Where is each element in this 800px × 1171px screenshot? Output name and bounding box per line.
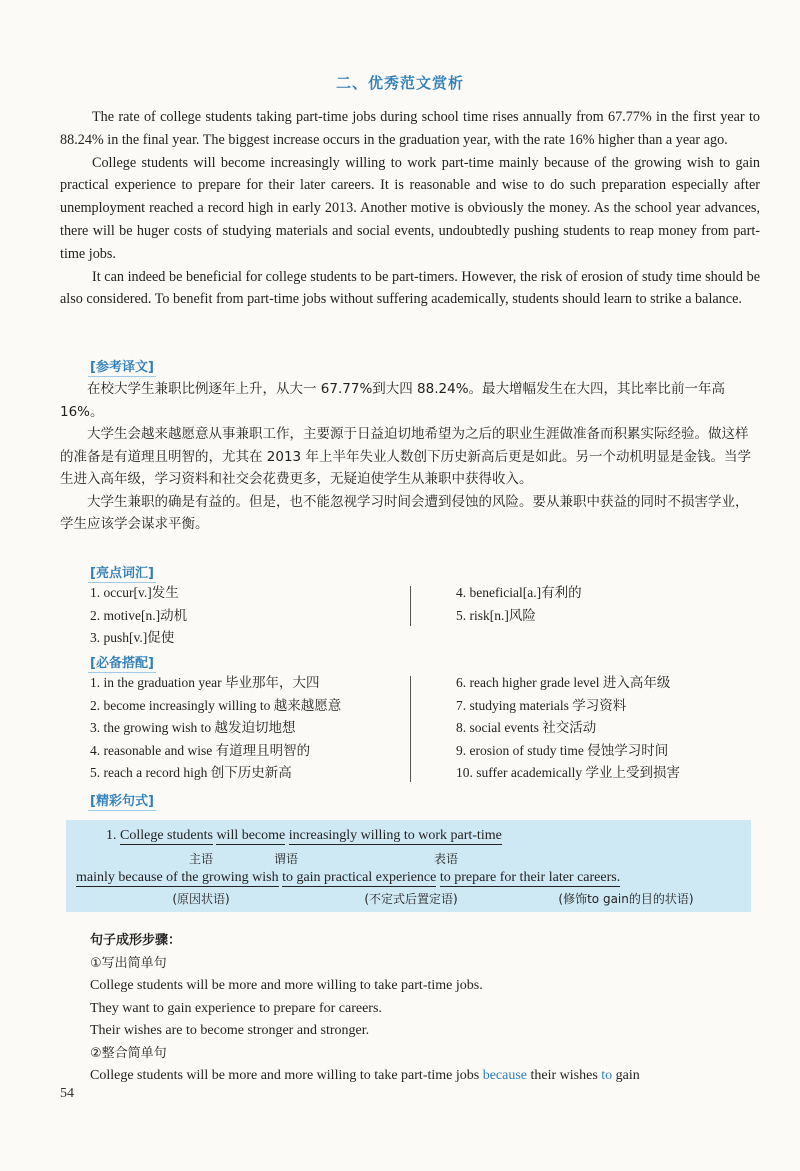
vocab-header: [亮点词汇] [88, 562, 156, 583]
vocab-item: 4. beneficial[a.]有利的 [456, 585, 582, 600]
translation-paragraph-1: 在校大学生兼职比例逐年上升，从大一 67.77%到大四 88.24%。最大增幅发生在大四，其比率比前一年高 16%。 [60, 381, 726, 420]
sentence-line-1 [106, 828, 502, 844]
model-essay [60, 106, 760, 311]
collocation-item: 1. in the graduation year 毕业那年，大四 [90, 675, 320, 690]
sentence-analysis-box [66, 820, 751, 912]
vocab-item: 1. occur[v.]发生 [90, 585, 179, 600]
highlight-to: to [601, 1068, 613, 1083]
collocation-item: 3. the growing wish to 越发迫切地想 [90, 720, 296, 735]
collocation-item: 8. social events 社交活动 [456, 720, 597, 735]
predicate-label: 谓语 [273, 852, 298, 866]
combined-sentence [90, 1065, 770, 1088]
translation-header: [参考译文] [88, 356, 156, 377]
collocation-item: 10. suffer academically 学业上受到损害 [456, 765, 680, 780]
reason-phrase: mainly because of the growing wish [76, 870, 279, 885]
collocation-item: 6. reach higher grade level 进入高年级 [456, 675, 671, 690]
collocation-item: 4. reasonable and wise 有道理且明智的 [90, 742, 311, 758]
collocation-item: 2. become increasingly willing to 越来越愿意 [90, 697, 342, 713]
sentence-line-2 [76, 870, 620, 886]
combined-part: College students will be more and more willing to take part-time jobs [90, 1068, 483, 1083]
predicate-phrase: will become [216, 828, 286, 843]
collocation-list-left [90, 672, 341, 785]
complement-phrase: increasingly willing to work part-time [288, 828, 502, 843]
translation [60, 378, 760, 536]
combined-part: gain [612, 1068, 640, 1083]
simple-sentence: Their wishes are to become stronger and stronger. [90, 1023, 370, 1038]
collocation-item: 7. studying materials 学习资料 [456, 697, 627, 713]
sentence-header: [精彩句式] [88, 790, 156, 811]
attributive-label: (不定式后置定语) [364, 892, 458, 906]
subject-label: 主语 [188, 852, 213, 866]
translation-paragraph-2: 大学生会越来越愿意从事兼职工作，主要源于日益迫切地希望为之后的职业生涯做准备而积累实际经验。做这样的准备是有道理且明智的，尤其在 2013 年上半年失业人数创下历史新高后更是如此。另一个动机明显是金钱。当学生进入高年级，学习资料和社交会花费更多，无疑迫使学生从兼职中获得收入。 [60, 426, 751, 487]
purpose-phrase: to prepare for their later careers. [439, 870, 621, 885]
collocation-item: 5. reach a record high 创下历史新高 [90, 765, 292, 780]
vocab-list-right [456, 582, 582, 627]
essay-paragraph-2: College students will become increasingly willing to work part-time mainly because of the growing wish to gain practical experience to prepare for their later careers. It is reasonable and wise to do such preparation especially after unemployment reached a record high in early 2013. Another motive is obviously the money. As the school year advances, there will be huger costs of studying materials and social events, undoubtedly pushing students to reap money from part-time jobs. [60, 154, 760, 262]
simple-sentence: College students will be more and more willing to take part-time jobs. [90, 978, 483, 993]
steps-title: 句子成形步骤： [90, 933, 182, 948]
collocation-divider [410, 676, 411, 782]
sentence-number: 1. [106, 828, 117, 843]
purpose-label: (修饰to gain的目的状语) [558, 892, 694, 906]
page-number: 54 [60, 1086, 74, 1101]
collocation-list-right [456, 672, 680, 785]
highlight-because: because [482, 1068, 528, 1083]
subject-phrase: College students [120, 828, 213, 843]
translation-paragraph-3: 大学生兼职的确是有益的。但是，也不能忽视学习时间会遭到侵蚀的风险。要从兼职中获益的同时不损害学业，学生应该学会谋求平衡。 [60, 493, 749, 532]
combined-part: their wishes [527, 1068, 602, 1083]
vocab-item: 5. risk[n.]风险 [456, 607, 536, 623]
vocab-divider [410, 586, 411, 626]
essay-paragraph-3: It can indeed be beneficial for college students to be part-timers. However, the risk of erosion of study time should be also considered. To benefit from part-time jobs without suffering academically, students should learn to strike a balance. [60, 268, 760, 308]
vocab-item: 2. motive[n.]动机 [90, 607, 188, 623]
section-title: 二、优秀范文赏析 [335, 74, 464, 92]
collocations-header: [必备搭配] [88, 652, 156, 673]
essay-paragraph-1: The rate of college students taking part-time jobs during school time rises annually from 67.77% in the first year to 88.24% in the final year. The biggest increase occurs in the graduation year, with the rate 16% higher than a year ago. [60, 109, 760, 148]
vocab-item: 3. push[v.]促使 [90, 630, 175, 645]
sentence-steps [90, 930, 770, 1088]
reason-label: (原因状语) [172, 892, 230, 906]
complement-label: 表语 [433, 852, 458, 866]
step-1-label: ①写出简单句 [90, 955, 167, 971]
collocation-item: 9. erosion of study time 侵蚀学习时间 [456, 742, 669, 758]
step-2-label: ②整合简单句 [90, 1045, 167, 1061]
simple-sentence: They want to gain experience to prepare for careers. [90, 1000, 382, 1016]
attributive-phrase: to gain practical experience [282, 870, 437, 885]
vocab-list-left [90, 582, 187, 650]
